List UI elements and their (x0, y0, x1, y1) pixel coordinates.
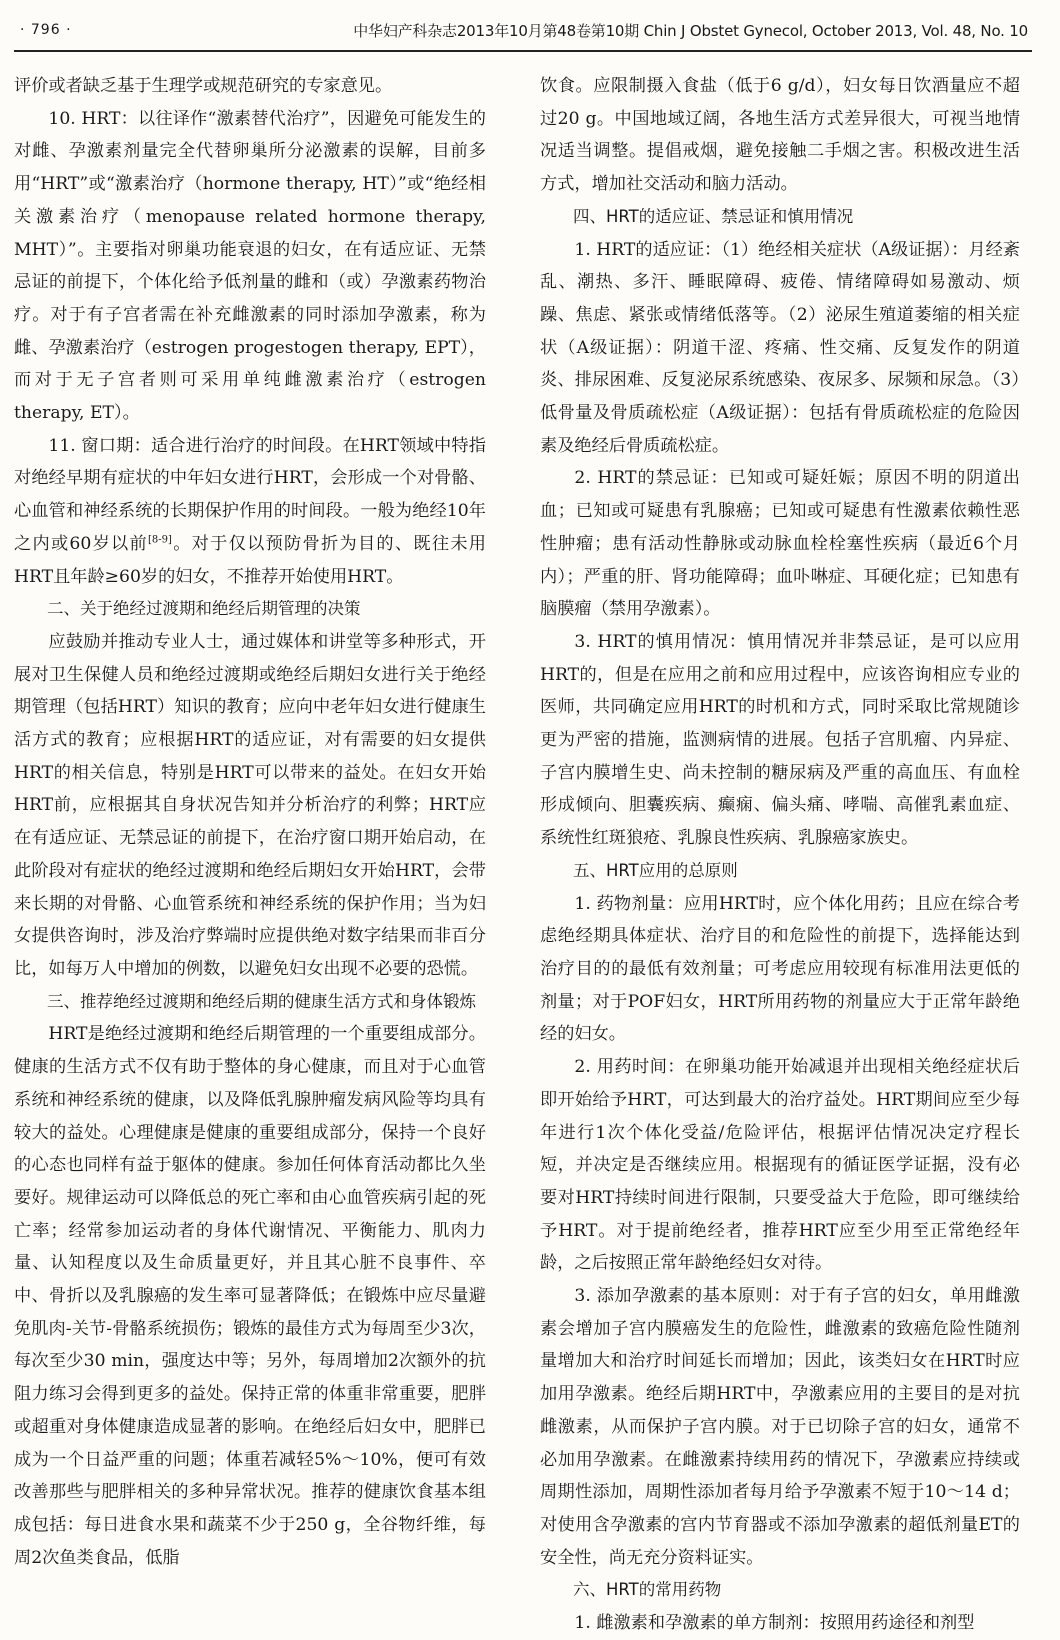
section-heading (14, 593, 486, 626)
body-paragraph (540, 626, 1020, 855)
body-paragraph (14, 626, 486, 986)
paragraph-text: 10. HRT：以往译作“激素替代治疗”，因避免可能发生的对雌、孕激素剂量完全代替卵巢所分泌激素的误解，目前多用“HRT”或“激素治疗（hormone therapy, HT）”或“绝经相关激素治疗（menopause related hormone therapy, MHT）”。主要指对卵巢功能衰退的妇女，在有适应证、无禁忌证的前提下，个体化给予低剂量的雌和（或）孕激素药物治疗。对于有子宫者需在补充雌激素的同时添加孕激素，称为雌、孕激素治疗（estrogen progestogen therapy, EPT），而对于无子宫者则可采用单纯雌激素治疗（estrogen therapy, ET）。 (14, 108, 486, 424)
body-paragraph (540, 888, 1020, 1052)
paragraph-text: 。对于仅以预防骨折为目的、既往未用HRT且年龄≥60岁的妇女，不推荐开始使用HRT。 (14, 533, 486, 587)
paragraph-text: 六、HRT的常用药物 (573, 1580, 722, 1600)
body-paragraph (540, 462, 1020, 626)
paragraph-text: 四、HRT的适应证、禁忌证和慎用情况 (573, 206, 854, 226)
paragraph-text: 三、推荐绝经过渡期和绝经后期的健康生活方式和身体锻炼 (47, 991, 476, 1011)
body-paragraph (14, 70, 486, 103)
body-paragraph (14, 1018, 486, 1574)
running-header (14, 20, 1032, 52)
right-column (540, 70, 1020, 1640)
journal-citation: 中华妇产科杂志2013年10月第48卷第10期 Chin J Obstet Gynecol, October 2013, Vol. 48, No. 10 (353, 22, 1028, 40)
paragraph-text: 五、HRT应用的总原则 (573, 860, 738, 880)
section-heading (540, 855, 1020, 888)
paragraph-text: 应鼓励并推动专业人士，通过媒体和讲堂等多种形式，开展对卫生保健人员和绝经过渡期或绝经后期妇女进行关于绝经期管理（包括HRT）知识的教育；应向中老年妇女进行健康生活方式的教育；应根据HRT的适应证，对有需要的妇女提供HRT的相关信息，特别是HRT可以带来的益处。在妇女开始HRT前，应根据其自身状况告知并分析治疗的利弊；HRT应在有适应证、无禁忌证的前提下，在治疗窗口期开始启动，在此阶段对有症状的绝经过渡期和绝经后期妇女开始HRT，会带来长期的对骨骼、心血管系统和神经系统的保护作用；当为妇女提供咨询时，涉及治疗弊端时应提供绝对数字结果而非百分比，如每万人中增加的例数，以避免妇女出现不必要的恐慌。 (14, 631, 486, 979)
paragraph-text: 饮食。应限制摄入食盐（低于6 g/d），妇女每日饮酒量应不超过20 g。中国地域辽阔，各地生活方式差异很大，可视当地情况适当调整。提倡戒烟，避免接触二手烟之害。积极改进生活方式，增加社交活动和脑力活动。 (540, 76, 1020, 195)
page-number: · 796 · (20, 22, 72, 38)
paragraph-text: 2. HRT的禁忌证：已知或可疑妊娠；原因不明的阴道出血；已知或可疑患有乳腺癌；已知或可疑患有性激素依赖性恶性肿瘤；患有活动性静脉或动脉血栓栓塞性疾病（最近6个月内）；严重的肝、肾功能障碍；血卟啉症、耳硬化症；已知患有脑膜瘤（禁用孕激素）。 (540, 468, 1020, 620)
paragraph-text: 1. HRT的适应证：（1）绝经相关症状（A级证据）：月经紊乱、潮热、多汗、睡眠障碍、疲倦、情绪障碍如易激动、烦躁、焦虑、紧张或情绪低落等。（2）泌尿生殖道萎缩的相关症状（A级证据）：阴道干涩、疼痛、性交痛、反复发作的阴道炎、排尿困难、反复泌尿系统感染、夜尿多、尿频和尿急。（3）低骨量及骨质疏松症（A级证据）：包括有骨质疏松症的危险因素及绝经后骨质疏松症。 (540, 239, 1020, 456)
citation-ref: [8-9] (148, 534, 172, 546)
body-paragraph (540, 234, 1020, 463)
paragraph-text: 1. 雌激素和孕激素的单方制剂：按照用药途径和剂型 (574, 1613, 975, 1634)
body-paragraph (14, 430, 486, 594)
paragraph-text: 2. 用药时间：在卵巢功能开始减退并出现相关绝经症状后即开始给予HRT，可达到最大的治疗益处。HRT期间应至少每年进行1次个体化受益/危险评估，根据评估情况决定疗程长短，并决定是否继续应用。根据现有的循证医学证据，没有必要对HRT持续时间进行限制，只要受益大于危险，即可继续给予HRT。对于提前绝经者，推荐HRT应至少用至正常绝经年龄，之后按照正常年龄绝经妇女对待。 (540, 1057, 1020, 1274)
paragraph-text: 3. 添加孕激素的基本原则：对于有子宫的妇女，单用雌激素会增加子宫内膜癌发生的危险性，雌激素的致癌危险性随剂量增加大和治疗时间延长而增加；因此，该类妇女在HRT时应加用孕激素。绝经后期HRT中，孕激素应用的主要目的是对抗雌激素，从而保护子宫内膜。对于已切除子宫的妇女，通常不必加用孕激素。在雌激素持续用药的情况下，孕激素应持续或周期性添加，周期性添加者每月给予孕激素不短于10～14 d；对使用含孕激素的宫内节育器或不添加孕激素的超低剂量ET的安全性，尚无充分资料证实。 (540, 1286, 1020, 1568)
paragraph-text: 评价或者缺乏基于生理学或规范研究的专家意见。 (14, 76, 393, 96)
body-paragraph (540, 1280, 1020, 1574)
paragraph-text: HRT是绝经过渡期和绝经后期管理的一个重要组成部分。健康的生活方式不仅有助于整体的身心健康，而且对于心血管系统和神经系统的健康，以及降低乳腺肿瘤发病风险等均具有较大的益处。心理健康是健康的重要组成部分，保持一个良好的心态也同样有益于躯体的健康。参加任何体育活动都比久坐要好。规律运动可以降低总的死亡率和由心血管疾病引起的死亡率；经常参加运动者的身体代谢情况、平衡能力、肌肉力量、认知程度以及生命质量更好，并且其心脏不良事件、卒中、骨折以及乳腺癌的发生率可显著降低；在锻炼中应尽量避免肌肉-关节-骨骼系统损伤；锻炼的最佳方式为每周至少3次，每次至少30 min，强度达中等；另外，每周增加2次额外的抗阻力练习会得到更多的益处。保持正常的体重非常重要，肥胖或超重对身体健康造成显著的影响。在绝经后妇女中，肥胖已成为一个日益严重的问题；体重若减轻5%～10%，便可有效改善那些与肥胖相关的多种异常状况。推荐的健康饮食基本组成包括：每日进食水果和蔬菜不少于250 g，全谷物纤维，每周2次鱼类食品，低脂 (14, 1024, 486, 1568)
body-paragraph (540, 1051, 1020, 1280)
section-heading (14, 986, 486, 1019)
paragraph-text: 二、关于绝经过渡期和绝经后期管理的决策 (47, 599, 361, 619)
paragraph-text: 11. 窗口期：适合进行治疗的时间段。在HRT领域中特指对绝经早期有症状的中年妇女进行HRT，会形成一个对骨骼、心血管和神经系统的长期保护作用的时间段。一般为绝经10年之内或60岁以前 (14, 435, 486, 554)
section-heading (540, 201, 1020, 234)
left-column (14, 70, 486, 1574)
body-paragraph (540, 1607, 1020, 1640)
paragraph-text: 1. 药物剂量：应用HRT时，应个体化用药；且应在综合考虑绝经期具体症状、治疗目的和危险性的前提下，选择能达到治疗目的的最低有效剂量；可考虑应用较现有标准用法更低的剂量；对于POF妇女，HRT所用药物的剂量应大于正常年龄绝经的妇女。 (540, 893, 1020, 1045)
paragraph-text: 3. HRT的慎用情况：慎用情况并非禁忌证，是可以应用HRT的，但是在应用之前和应用过程中，应该咨询相应专业的医师，共同确定应用HRT的时机和方式，同时采取比常规随诊更为严密的措施，监测病情的进展。包括子宫肌瘤、内异症、子宫内膜增生史、尚未控制的糖尿病及严重的高血压、有血栓形成倾向、胆囊疾病、癫痫、偏头痛、哮喘、高催乳素血症、系统性红斑狼疮、乳腺良性疾病、乳腺癌家族史。 (540, 631, 1020, 849)
body-paragraph (540, 70, 1020, 201)
body-paragraph (14, 103, 486, 430)
section-heading (540, 1574, 1020, 1607)
